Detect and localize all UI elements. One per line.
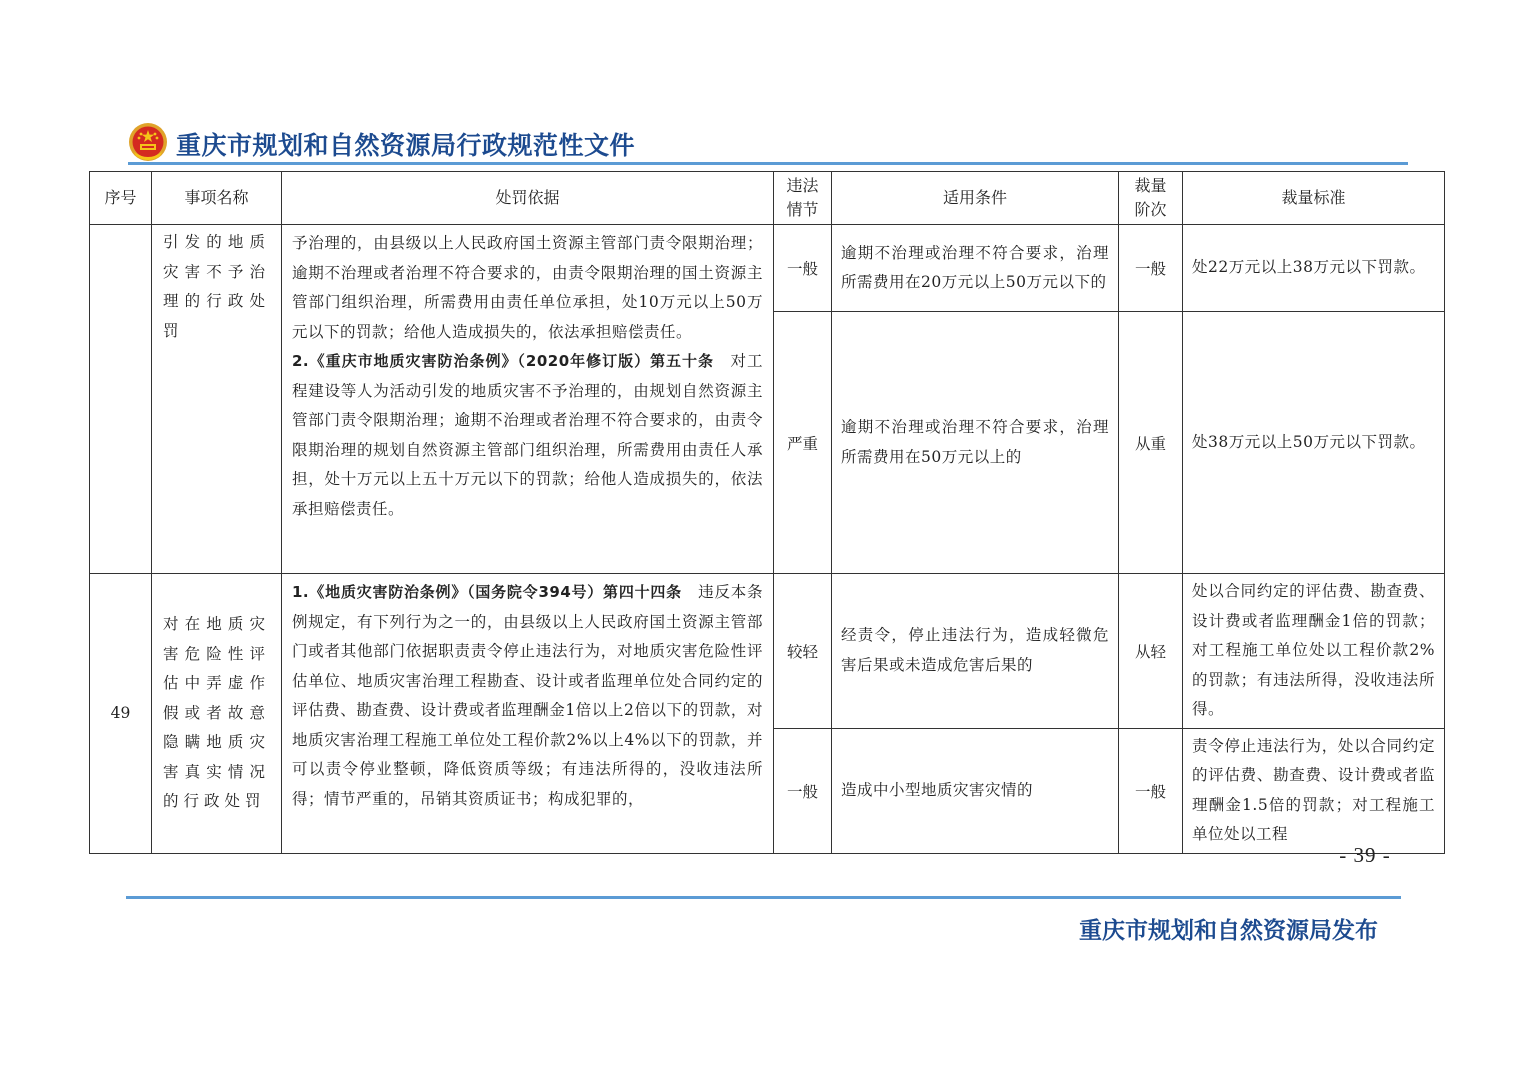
standard: 处以合同约定的评估费、勘查费、设计费或者监理酬金1倍的罚款；对工程施工单位处以工程价款2%的罚款；有违法所得，没收违法所得。: [1192, 582, 1435, 718]
footer-publisher: 重庆市规划和自然资源局发布: [1079, 918, 1378, 944]
level: 一般: [1119, 728, 1183, 853]
page-number: - 39 -: [1339, 843, 1391, 867]
condition: 经责令，停止违法行为，造成轻微危害后果或未造成危害后果的: [841, 626, 1109, 674]
penalty-basis-cell: [282, 574, 774, 854]
column-header-circumstance: 违法情节: [774, 172, 832, 225]
basis-regulation-text: 违反本条例规定，有下列行为之一的，由县级以上人民政府国土资源主管部门或者其他部门依据职责责令停止违法行为，对地质灾害危险性评估单位、地质灾害治理工程勘查、设计或者监理单位处合同约定的评估费、勘查费、设计费或者监理酬金1倍以上2倍以下的罚款，对地质灾害治理工程施工单位处工程价款2%以上4%以下的罚款，并可以责令停业整顿，降低资质等级；有违法所得的，没收违法所得；情节严重的，吊销其资质证书；构成犯罪的，: [292, 583, 763, 808]
table-header-row: [90, 172, 1445, 225]
basis-regulation-title: 1.《地质灾害防治条例》（国务院令394号）第四十四条: [292, 583, 682, 601]
condition: 逾期不治理或治理不符合要求，治理所需费用在20万元以上50万元以下的: [841, 243, 1109, 291]
condition-cell: [832, 574, 1119, 729]
item-number: 49: [90, 574, 152, 854]
condition: 逾期不治理或治理不符合要求，治理所需费用在50万元以上的: [841, 418, 1109, 466]
circumstance: 一般: [774, 728, 832, 853]
column-header-level: 裁量阶次: [1119, 172, 1183, 225]
circumstance: 较轻: [774, 574, 832, 729]
column-header-penalty-basis: 处罚依据: [282, 172, 774, 225]
standard: 处22万元以上38万元以下罚款。: [1192, 258, 1426, 277]
column-header-no: 序号: [90, 172, 152, 225]
circumstance: 严重: [774, 312, 832, 574]
column-header-standard: 裁量标准: [1183, 172, 1445, 225]
level: 一般: [1119, 225, 1183, 312]
column-header-item-name: 事项名称: [152, 172, 282, 225]
basis-paragraph: 予治理的，由县级以上人民政府国土资源主管部门责令限期治理；逾期不治理或者治理不符合要求的，由责令限期治理的国土资源主管部门组织治理，所需费用由责任单位承担，处10万元以上50万元以下的罚款；给他人造成损失的，依法承担赔偿责任。: [292, 234, 763, 341]
circumstance: 一般: [774, 225, 832, 312]
standard-cell: [1183, 225, 1445, 312]
standard: 处38万元以上50万元以下罚款。: [1192, 432, 1426, 451]
document-header: [128, 118, 1408, 168]
level: 从轻: [1119, 574, 1183, 729]
condition: 造成中小型地质灾害灾情的: [841, 780, 1034, 799]
footer-divider: [126, 896, 1401, 899]
item-name-cell: [152, 225, 282, 574]
penalty-basis-cell: [282, 225, 774, 574]
column-header-condition: 适用条件: [832, 172, 1119, 225]
item-name: 对在地质灾害危险性评估中弄虚作假或者故意隐瞒地质灾害真实情况的行政处罚: [163, 615, 270, 810]
standard-cell: [1183, 312, 1445, 574]
standard-cell: [1183, 728, 1445, 853]
standard: 责令停止违法行为，处以合同约定的评估费、勘查费、设计费或者监理酬金1.5倍的罚款；对工程施工单位处以工程: [1192, 736, 1435, 843]
basis-regulation-text: 对工程建设等人为活动引发的地质灾害不予治理的，由规划自然资源主管部门责令限期治理；逾期不治理或者治理不符合要求的，由责令限期治理的规划自然资源主管部门组织治理，所需费用由责任人承担，处十万元以上五十万元以下的罚款；给他人造成损失的，依法承担赔偿责任。: [292, 352, 763, 518]
table-row: [90, 225, 1445, 312]
header-divider: [128, 162, 1408, 165]
basis-paragraph: [292, 578, 763, 814]
national-emblem-icon: [128, 122, 168, 162]
condition-cell: [832, 312, 1119, 574]
basis-regulation-title: 2.《重庆市地质灾害防治条例》（2020年修订版）第五十条: [292, 352, 715, 370]
document-header-title: 重庆市规划和自然资源局行政规范性文件: [176, 131, 636, 160]
standard-cell: [1183, 574, 1445, 729]
table-row: [90, 574, 1445, 729]
penalty-discretion-table: [89, 171, 1445, 854]
item-name: 引发的地质灾害不予治理的行政处罚: [163, 233, 270, 340]
basis-paragraph: [292, 347, 763, 524]
item-name-cell: [152, 574, 282, 854]
condition-cell: [832, 728, 1119, 853]
level: 从重: [1119, 312, 1183, 574]
condition-cell: [832, 225, 1119, 312]
item-number: [90, 225, 152, 574]
